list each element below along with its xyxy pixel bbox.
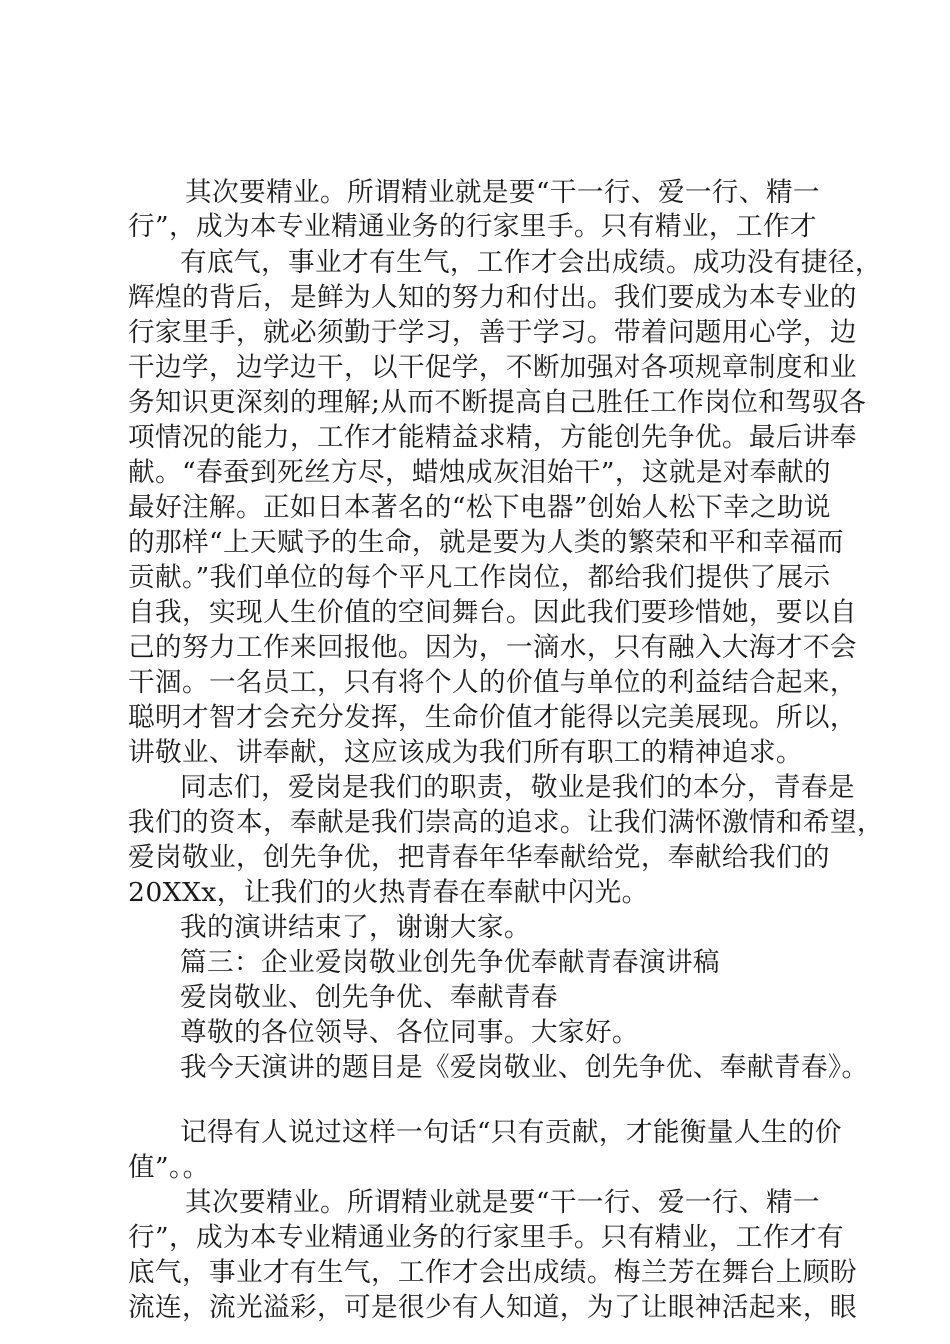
- text-line: 献。“春蚕到死丝方尽，蜡烛成灰泪始干”，这就是对奉献的: [128, 457, 831, 488]
- text-line: 其次要精业。所谓精业就是要“干一行、爱一行、精一: [185, 177, 820, 208]
- section-heading: 篇三：企业爱岗敬业创先争优奉献青春演讲稿: [180, 947, 720, 978]
- text-line: 我的演讲结束了，谢谢大家。: [180, 912, 531, 943]
- text-line: 流连，流光溢彩，可是很少有人知道，为了让眼神活起来，眼: [128, 1292, 857, 1323]
- speech-title: 爱岗敬业、创先争优、奉献青春: [180, 982, 558, 1013]
- text-line: 行”，成为本专业精通业务的行家里手。只有精业，工作才有: [128, 1222, 844, 1253]
- text-line: 有底气，事业才有生气，工作才会出成绩。成功没有捷径，: [180, 247, 882, 278]
- text-line: 的那样“上天赋予的生命，就是要为人类的繁荣和平和幸福而: [128, 527, 844, 558]
- text-line: 我今天演讲的题目是《爱岗敬业、创先争优、奉献青春》。: [180, 1052, 869, 1083]
- text-line: 其次要精业。所谓精业就是要“干一行、爱一行、精一: [185, 1187, 820, 1218]
- text-line: 聪明才智才会充分发挥，生命价值才能得以完美展现。所以，: [128, 702, 857, 733]
- text-line: 爱岗敬业，创先争优，把青春年华奉献给党，奉献给我们的: [128, 842, 830, 873]
- text-line: 干涸。一名员工，只有将个人的价值与单位的利益结合起来，: [128, 667, 857, 698]
- text-line: 行家里手，就必须勤于学习，善于学习。带着问题用心学，边: [128, 317, 857, 348]
- text-line: 行”，成为本专业精通业务的行家里手。只有精业，工作才: [128, 211, 817, 242]
- text-line: 20XXx，让我们的火热青春在奉献中闪光。: [128, 877, 649, 908]
- text-line: 我们的资本，奉献是我们崇高的追求。让我们满怀激情和希望，: [128, 807, 884, 838]
- text-line: 干边学，边学边干，以干促学，不断加强对各项规章制度和业: [128, 352, 857, 383]
- text-line: 辉煌的背后，是鲜为人知的努力和付出。我们要成为本专业的: [128, 282, 857, 313]
- text-line: 自我，实现人生价值的空间舞台。因此我们要珍惜她，要以自: [128, 597, 857, 628]
- text-line: 值”。。: [128, 1152, 210, 1183]
- text-line: 记得有人说过这样一句话“只有贡献，才能衡量人生的价: [180, 1117, 842, 1148]
- text-line: 同志们，爱岗是我们的职责，敬业是我们的本分，青春是: [180, 772, 855, 803]
- text-line: 己的努力工作来回报他。因为，一滴水，只有融入大海才不会: [128, 632, 857, 663]
- text-line: 项情况的能力，工作才能精益求精，方能创先争优。最后讲奉: [128, 422, 857, 453]
- text-line: 最好注解。正如日本著名的“松下电器”创始人松下幸之助说: [128, 492, 831, 523]
- text-line: 尊敬的各位领导、各位同事。大家好。: [180, 1017, 639, 1048]
- text-line: 贡献。”我们单位的每个平凡工作岗位，都给我们提供了展示: [128, 562, 831, 593]
- text-line: 务知识更深刻的理解;从而不断提高自己胜任工作岗位和驾驭各: [128, 387, 867, 418]
- text-line: 讲敬业、讲奉献，这应该成为我们所有职工的精神追求。: [128, 737, 803, 768]
- text-line: 底气，事业才有生气，工作才会出成绩。梅兰芳在舞台上顾盼: [128, 1257, 857, 1288]
